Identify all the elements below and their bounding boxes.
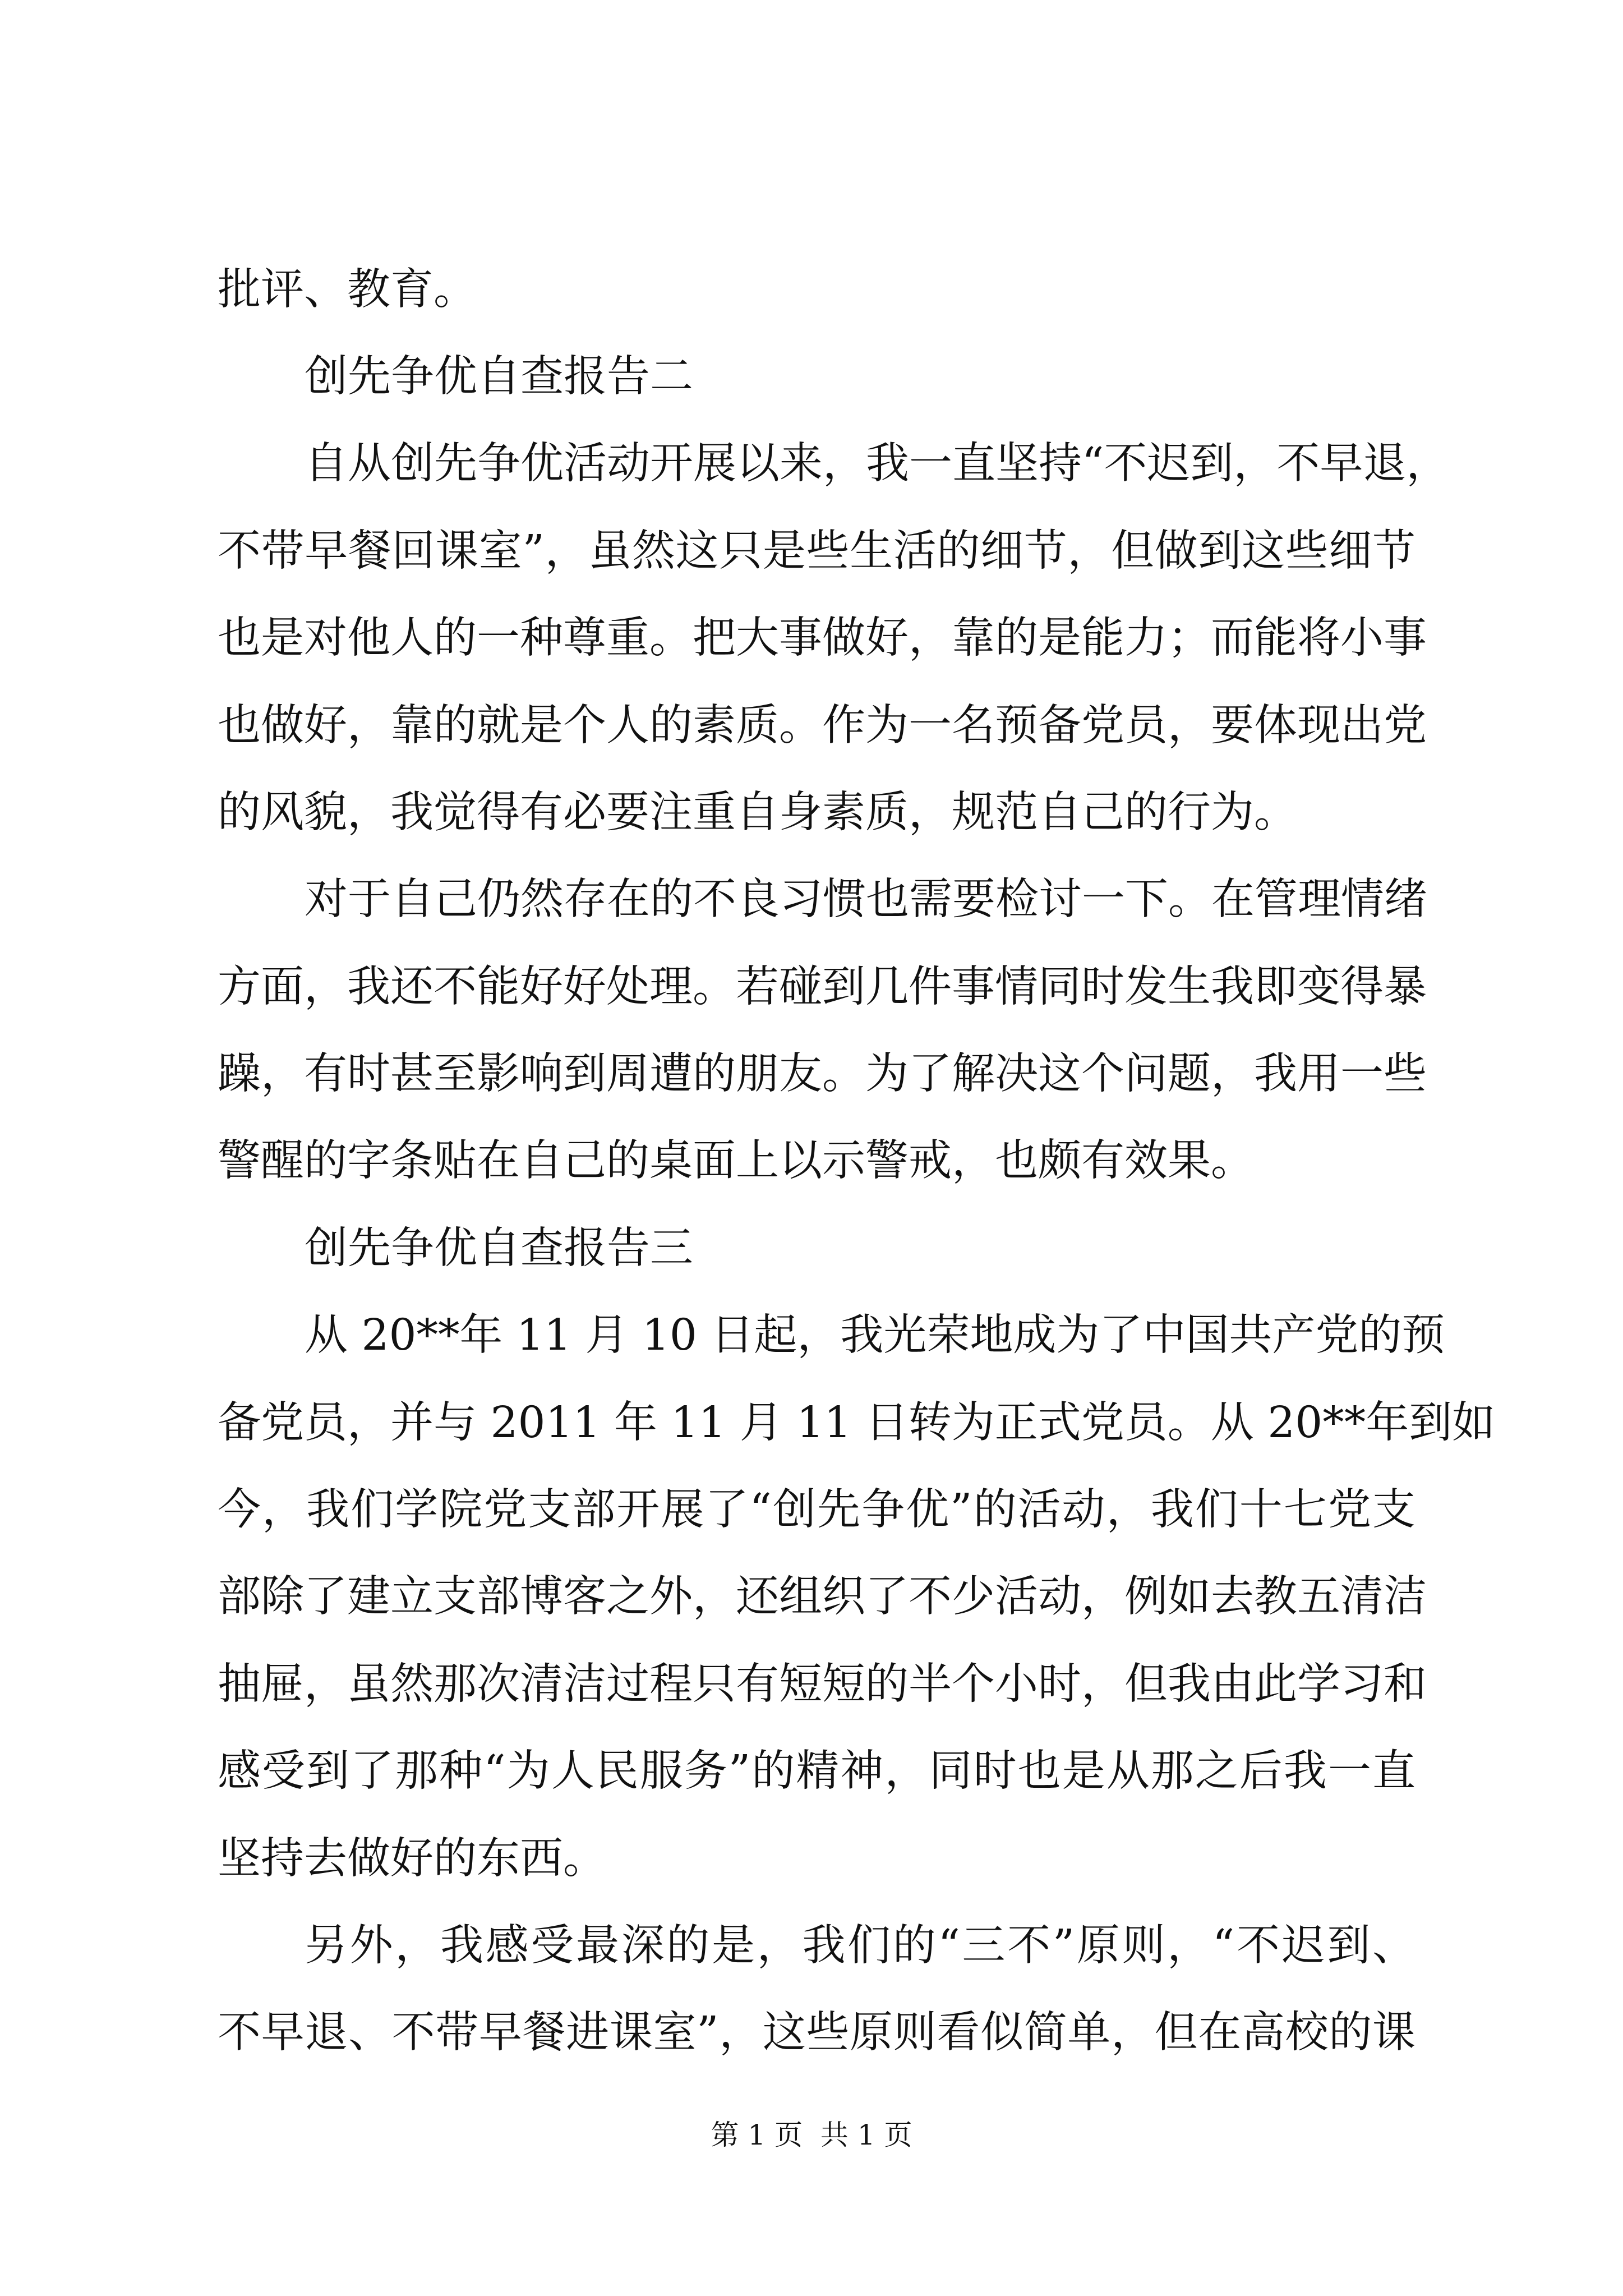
text-line: 今，我们学院党支部开展了“创先争优”的活动，我们十七党支 [218, 1485, 1415, 1535]
text-line: 从 20**年 11 月 10 日起，我光荣地成为了中国共产党的预 [305, 1310, 1445, 1360]
text-line: 不早退、不带早餐进课室”，这些原则看似简单，但在高校的课 [218, 2008, 1415, 2058]
text-line: 躁，有时甚至影响到周遭的朋友。为了解决这个问题，我用一些 [218, 1049, 1427, 1099]
text-line: 警醒的字条贴在自己的桌面上以示警戒，也颇有效果。 [218, 1136, 1254, 1186]
text-line: 方面，我还不能好好处理。若碰到几件事情同时发生我即变得暴 [218, 962, 1427, 1012]
text-line: 部除了建立支部博客之外，还组织了不少活动，例如去教五清洁 [218, 1572, 1427, 1622]
page-footer [0, 2121, 1623, 2149]
text-line: 坚持去做好的东西。 [218, 1834, 606, 1884]
text-line: 也是对他人的一种尊重。把大事做好，靠的是能力；而能将小事 [218, 613, 1427, 663]
section-heading: 创先争优自查报告三 [305, 1223, 693, 1273]
text-line: 自从创先争优活动开展以来，我一直坚持“不迟到，不早退， [305, 439, 1450, 489]
text-line: 感受到了那种“为人民服务”的精神，同时也是从那之后我一直 [218, 1746, 1415, 1796]
text-line: 也做好，靠的就是个人的素质。作为一名预备党员，要体现出党 [218, 701, 1427, 751]
text-line: 对于自己仍然存在的不良习惯也需要检讨一下。在管理情绪 [305, 875, 1427, 924]
text-line: 另外，我感受最深的是，我们的“三不”原则，“不迟到、 [305, 1921, 1415, 1971]
text-line: 批评、教育。 [218, 265, 477, 315]
text-line: 不带早餐回课室”，虽然这只是些生活的细节，但做到这些细节 [218, 526, 1415, 576]
section-heading: 创先争优自查报告二 [305, 352, 693, 402]
page-number-label: 第 1 页 共 1 页 [711, 2119, 912, 2151]
text-line: 的风貌，我觉得有必要注重自身素质，规范自己的行为。 [218, 788, 1297, 838]
text-line: 抽屉，虽然那次清洁过程只有短短的半个小时，但我由此学习和 [218, 1659, 1427, 1709]
text-line: 备党员，并与 2011 年 11 月 11 日转为正式党员。从 20**年到如 [218, 1398, 1496, 1448]
